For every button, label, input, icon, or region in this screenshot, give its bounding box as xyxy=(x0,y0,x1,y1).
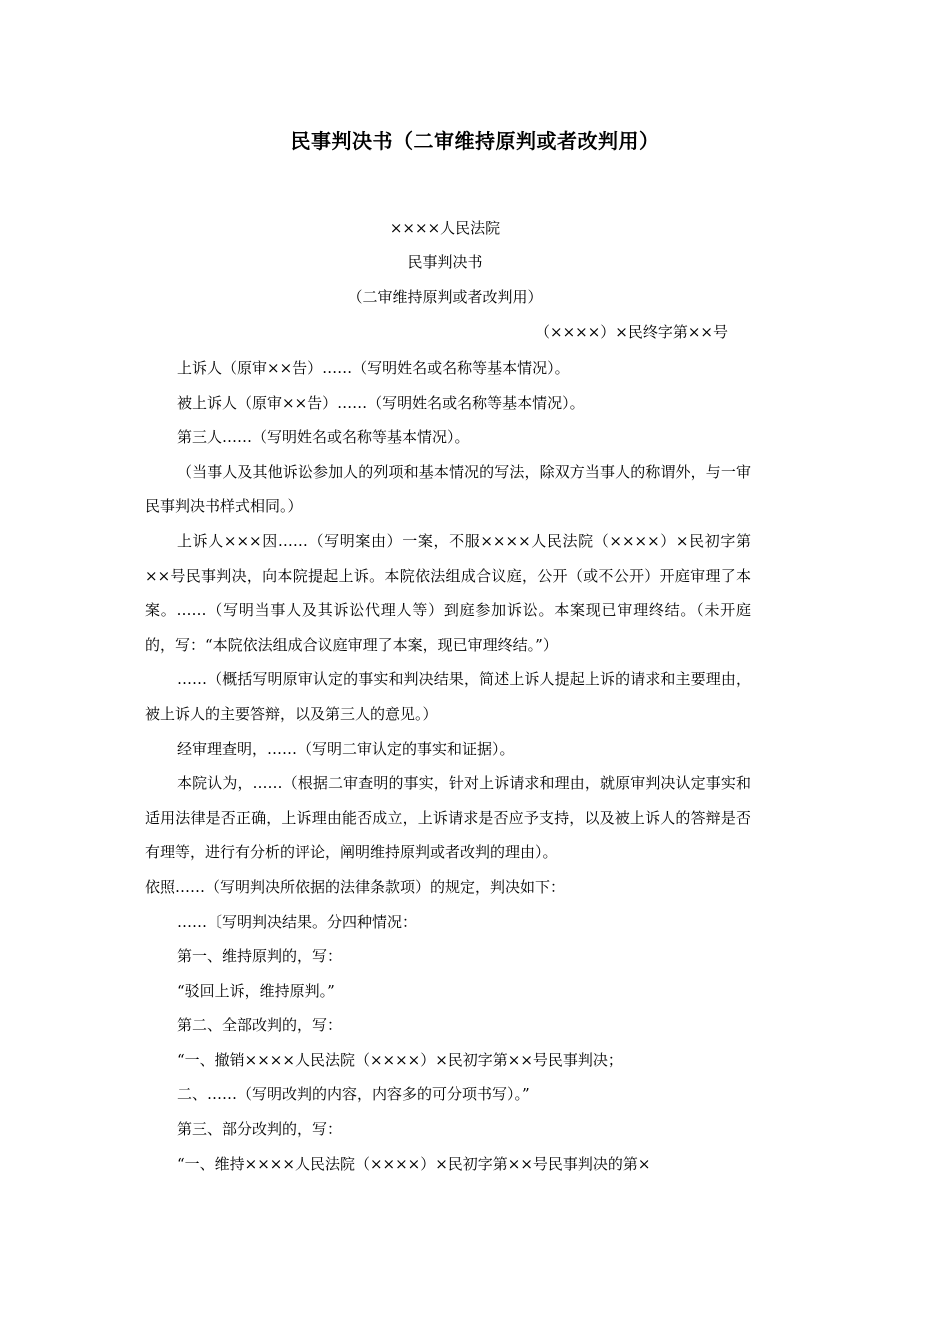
paragraph-court-opinion: 本院认为，……（根据二审查明的事实，针对上诉请求和理由，就原审判决认定事实和适用法律是否正确，上诉理由能否成立，上诉请求是否应予支持，以及被上诉人的答辩是否有理等，进行有分析的评论，阐明维持原判或者改判的理由）。 xyxy=(145,774,751,862)
document-title: 民事判决书（二审维持原判或者改判用） xyxy=(290,129,660,153)
paragraph-third-party: 第三人……（写明姓名或名称等基本情况）。 xyxy=(177,428,470,447)
paragraph-case-one-text: “驳回上诉，维持原判。” xyxy=(177,981,335,1000)
paragraph-case-two-text-2: 二、……（写明改判的内容，内容多的可分项书写）。” xyxy=(177,1085,530,1104)
document-body xyxy=(145,351,751,1181)
paragraph-party-note: （当事人及其他诉讼参加人的列项和基本情况的写法，除双方当事人的称谓外，与一审民事判决书样式相同。） xyxy=(145,462,751,516)
paragraph-appellee: 被上诉人（原审××告）……（写明姓名或名称等基本情况）。 xyxy=(177,393,585,412)
paragraph-case-two: 第二、全部改判的，写： xyxy=(177,1016,343,1035)
paragraph-findings: 经审理查明，……（写明二审认定的事实和证据）。 xyxy=(177,739,515,758)
paragraph-appellant: 上诉人（原审××告）……（写明姓名或名称等基本情况）。 xyxy=(177,359,570,377)
paragraph-legal-basis: 依照……（写明判决所依据的法律条款项）的规定，判决如下： xyxy=(145,877,566,896)
paragraph-case-one: 第一、维持原判的，写： xyxy=(177,947,343,966)
paragraph-original-summary: ……（概括写明原审认定的事实和判决结果，简述上诉人提起上诉的请求和主要理由，被上诉人的主要答辩，以及第三人的意见。） xyxy=(145,670,751,723)
court-name: ××××人民法院 xyxy=(389,219,501,237)
paragraph-case-three-text: “一、维持××××人民法院（××××）×民初字第××号民事判决的第× xyxy=(177,1154,651,1173)
paragraph-case-three: 第三、部分改判的，写： xyxy=(177,1120,343,1139)
document-kind: 民事判决书 xyxy=(407,253,483,271)
paragraph-case-two-text-1: “一、撤销××××人民法院（××××）×民初字第××号民事判决； xyxy=(177,1050,623,1069)
paragraph-judgment-intro: ……〔写明判决结果。分四种情况： xyxy=(177,912,418,931)
document-subtitle: （二审维持原判或者改判用） xyxy=(347,288,543,306)
paragraph-case-origin: 上诉人×××因……（写明案由）一案，不服××××人民法院（××××）×民初字第××号民事判决，向本院提起上诉。本院依法组成合议庭，公开（或不公开）开庭审理了本案。……（写明当事人及其诉讼代理人等）到庭参加诉讼。本案现已审理终结。（未开庭的，写：“本院依法组成合议庭审理了本案，现已审理终结。”） xyxy=(145,531,751,654)
case-number: （××××）×民终字第××号 xyxy=(535,323,728,341)
